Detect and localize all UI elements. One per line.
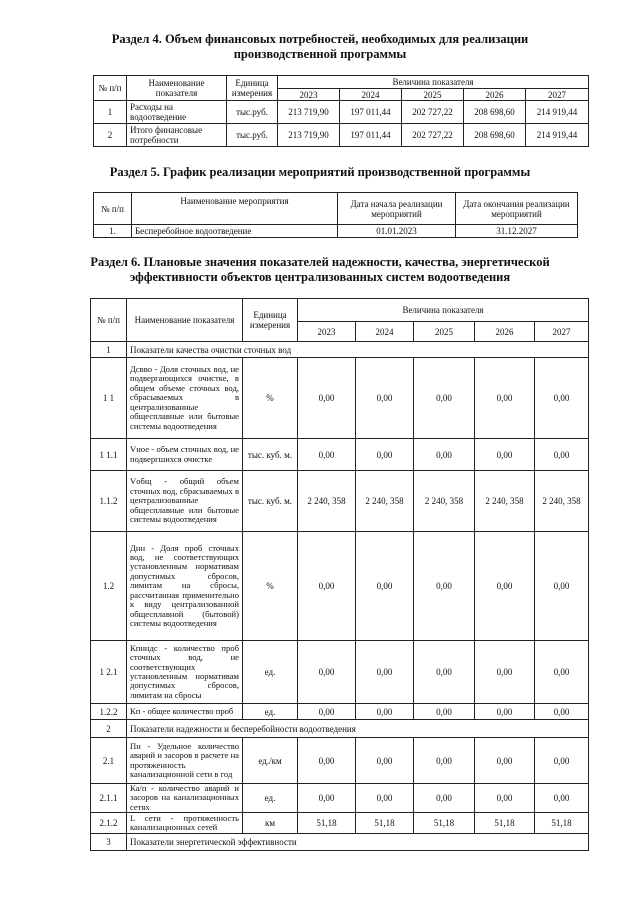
row-value: 2 240, 358 <box>356 471 414 532</box>
row-value: 0,00 <box>298 358 356 439</box>
row-unit: тыс.руб. <box>227 124 278 147</box>
row-num: 1 <box>94 101 127 124</box>
row-num: 2.1.2 <box>91 813 127 834</box>
row-value: 51,18 <box>356 813 414 834</box>
header-unit: Единица измерения <box>243 299 298 342</box>
schedule-table <box>93 192 578 238</box>
table-row <box>94 225 578 238</box>
financial-needs-table <box>93 75 589 147</box>
header-name: Наименование показателя <box>127 76 227 101</box>
row-value: 0,00 <box>414 358 475 439</box>
row-value: 0,00 <box>356 704 414 720</box>
row-unit: км <box>243 813 298 834</box>
row-value: 0,00 <box>298 704 356 720</box>
row-name: Бесперебойное водоотведение <box>132 225 338 238</box>
row-num: 2.1 <box>91 738 127 784</box>
section4-title-line2: производственной программы <box>233 47 407 61</box>
year-header: 2027 <box>526 89 589 101</box>
row-value: 0,00 <box>475 738 535 784</box>
row-name: Днн - Доля проб сточных вод, не соответствующих установленным нормативам допустимых сбросов, лимитам на сбросы, рассчитанная применительно к виду централизованной общесплавной (бытовой) системы водоотведения <box>127 532 243 641</box>
row-value: 0,00 <box>356 738 414 784</box>
section4-title <box>0 32 640 62</box>
row-value: 2 240, 358 <box>535 471 589 532</box>
row-value: 213 719,90 <box>278 124 340 147</box>
year-header: 2026 <box>464 89 526 101</box>
row-unit: ед. <box>243 641 298 704</box>
row-unit: ед./км <box>243 738 298 784</box>
row-value: 0,00 <box>356 784 414 813</box>
row-value: 0,00 <box>475 641 535 704</box>
row-num: 1. <box>94 225 132 238</box>
row-value: 0,00 <box>356 358 414 439</box>
table-row <box>91 439 589 471</box>
row-unit: тыс. куб. м. <box>243 471 298 532</box>
row-value: 0,00 <box>298 439 356 471</box>
row-num: 1.1.2 <box>91 471 127 532</box>
header-end: Дата окончания реализации мероприятий <box>456 193 578 225</box>
row-value: 2 240, 358 <box>298 471 356 532</box>
row-value: 0,00 <box>298 738 356 784</box>
header-name: Наименование показателя <box>127 299 243 342</box>
row-unit: тыс. куб. м. <box>243 439 298 471</box>
row-value: 213 719,90 <box>278 101 340 124</box>
row-value: 0,00 <box>535 358 589 439</box>
table-row <box>91 704 589 720</box>
row-name: Ка/п - количество аварий и засоров на канализационных сетях <box>127 784 243 813</box>
row-num: 1 1.1 <box>91 439 127 471</box>
row-num: 1 1 <box>91 358 127 439</box>
year-header: 2024 <box>340 89 402 101</box>
row-value: 197 011,44 <box>340 101 402 124</box>
row-name: Vное - объем сточных вод, не подвергшихся очистке <box>127 439 243 471</box>
row-value: 0,00 <box>414 738 475 784</box>
row-num: 1.2.2 <box>91 704 127 720</box>
header-name: Наименование мероприятия <box>132 193 338 225</box>
row-value: 2 240, 358 <box>414 471 475 532</box>
header-num: № п/п <box>94 76 127 101</box>
row-name: Кпнндс - количество проб сточных вод, не соответствующих установленным нормативам допустимых сбросов, лимитам на сбросы <box>127 641 243 704</box>
row-start: 01.01.2023 <box>338 225 456 238</box>
row-num: 1 2.1 <box>91 641 127 704</box>
table-row <box>91 641 589 704</box>
row-value: 202 727,22 <box>402 101 464 124</box>
section6-title <box>0 255 640 285</box>
row-value: 0,00 <box>356 532 414 641</box>
group-name: Показатели качества очистки сточных вод <box>127 342 589 358</box>
row-num: 2 <box>94 124 127 147</box>
header-unit: Единица измерения <box>227 76 278 101</box>
row-unit: тыс.руб. <box>227 101 278 124</box>
table-row <box>91 471 589 532</box>
section4-title-line1: Раздел 4. Объем финансовых потребностей, необходимых для реализации <box>111 32 529 46</box>
row-unit: % <box>243 532 298 641</box>
row-num: 2 <box>91 720 127 738</box>
section5-title: Раздел 5. График реализации мероприятий производственной программы <box>109 165 531 179</box>
row-value: 0,00 <box>414 641 475 704</box>
row-value: 214 919,44 <box>526 124 589 147</box>
row-value: 0,00 <box>475 532 535 641</box>
row-value: 208 698,60 <box>464 101 526 124</box>
row-value: 0,00 <box>475 784 535 813</box>
year-header: 2024 <box>356 322 414 342</box>
year-header: 2027 <box>535 322 589 342</box>
section6-title-line2: эффективности объектов централизованных систем водоотведения <box>129 270 511 284</box>
row-name: L сети - протяженность канализационных сетей <box>127 813 243 834</box>
year-header: 2023 <box>298 322 356 342</box>
row-value: 0,00 <box>414 784 475 813</box>
row-value: 214 919,44 <box>526 101 589 124</box>
row-num: 1 <box>91 342 127 358</box>
row-value: 0,00 <box>414 439 475 471</box>
row-num: 2.1.1 <box>91 784 127 813</box>
header-num: № п/п <box>94 193 132 225</box>
header-start: Дата начала реализации мероприятий <box>338 193 456 225</box>
row-name: Расходы на водоотведение <box>127 101 227 124</box>
year-header: 2025 <box>402 89 464 101</box>
table-row <box>91 358 589 439</box>
indicators-table <box>90 298 589 851</box>
year-header: 2025 <box>414 322 475 342</box>
row-value: 0,00 <box>414 704 475 720</box>
row-name: Итого финансовые потребности <box>127 124 227 147</box>
row-end: 31.12.2027 <box>456 225 578 238</box>
row-value: 0,00 <box>356 641 414 704</box>
row-value: 202 727,22 <box>402 124 464 147</box>
header-value: Величина показателя <box>278 76 589 89</box>
table-row <box>91 738 589 784</box>
table-row <box>91 813 589 834</box>
row-value: 0,00 <box>475 704 535 720</box>
row-unit: % <box>243 358 298 439</box>
group-row <box>91 834 589 851</box>
indicators-table-body <box>91 342 589 851</box>
header-num: № п/п <box>91 299 127 342</box>
row-value: 197 011,44 <box>340 124 402 147</box>
row-value: 0,00 <box>535 641 589 704</box>
row-value: 51,18 <box>475 813 535 834</box>
group-row <box>91 720 589 738</box>
section6-title-line1: Раздел 6. Плановые значения показателей надежности, качества, энергетической <box>90 255 550 269</box>
row-value: 0,00 <box>298 641 356 704</box>
row-value: 0,00 <box>535 738 589 784</box>
row-unit: ед. <box>243 704 298 720</box>
group-row <box>91 342 589 358</box>
row-value: 0,00 <box>535 704 589 720</box>
row-value: 0,00 <box>535 784 589 813</box>
row-value: 0,00 <box>298 532 356 641</box>
row-value: 0,00 <box>298 784 356 813</box>
table-row <box>94 124 589 147</box>
row-unit: ед. <box>243 784 298 813</box>
row-value: 2 240, 358 <box>475 471 535 532</box>
row-value: 51,18 <box>535 813 589 834</box>
row-value: 0,00 <box>414 532 475 641</box>
group-name: Показатели энергетической эффективности <box>127 834 589 851</box>
header-value: Величина показателя <box>298 299 589 322</box>
row-num: 3 <box>91 834 127 851</box>
row-name: Дсвво - Доля сточных вод, не подвергающихся очистке, в общем объеме сточных вод, сбрасываемых в централизованные общесплавные или бытовые системы водоотведения <box>127 358 243 439</box>
table-row <box>94 101 589 124</box>
row-value: 51,18 <box>414 813 475 834</box>
row-value: 208 698,60 <box>464 124 526 147</box>
row-value: 51,18 <box>298 813 356 834</box>
row-value: 0,00 <box>356 439 414 471</box>
row-num: 1.2 <box>91 532 127 641</box>
row-value: 0,00 <box>475 358 535 439</box>
table-row <box>91 532 589 641</box>
row-value: 0,00 <box>535 532 589 641</box>
row-name: Кп - общее количество проб <box>127 704 243 720</box>
table-row <box>91 784 589 813</box>
row-value: 0,00 <box>535 439 589 471</box>
year-header: 2026 <box>475 322 535 342</box>
row-value: 0,00 <box>475 439 535 471</box>
row-name: Vобщ - общий объем сточных вод, сбрасываемых в централизованные общесплавные или бытовые системы водоотведения <box>127 471 243 532</box>
row-name: Пн - Удельное количество аварий и засоров в расчете на протяженность канализационной сети в год <box>127 738 243 784</box>
group-name: Показатели надежности и бесперебойности водоотведения <box>127 720 589 738</box>
year-header: 2023 <box>278 89 340 101</box>
